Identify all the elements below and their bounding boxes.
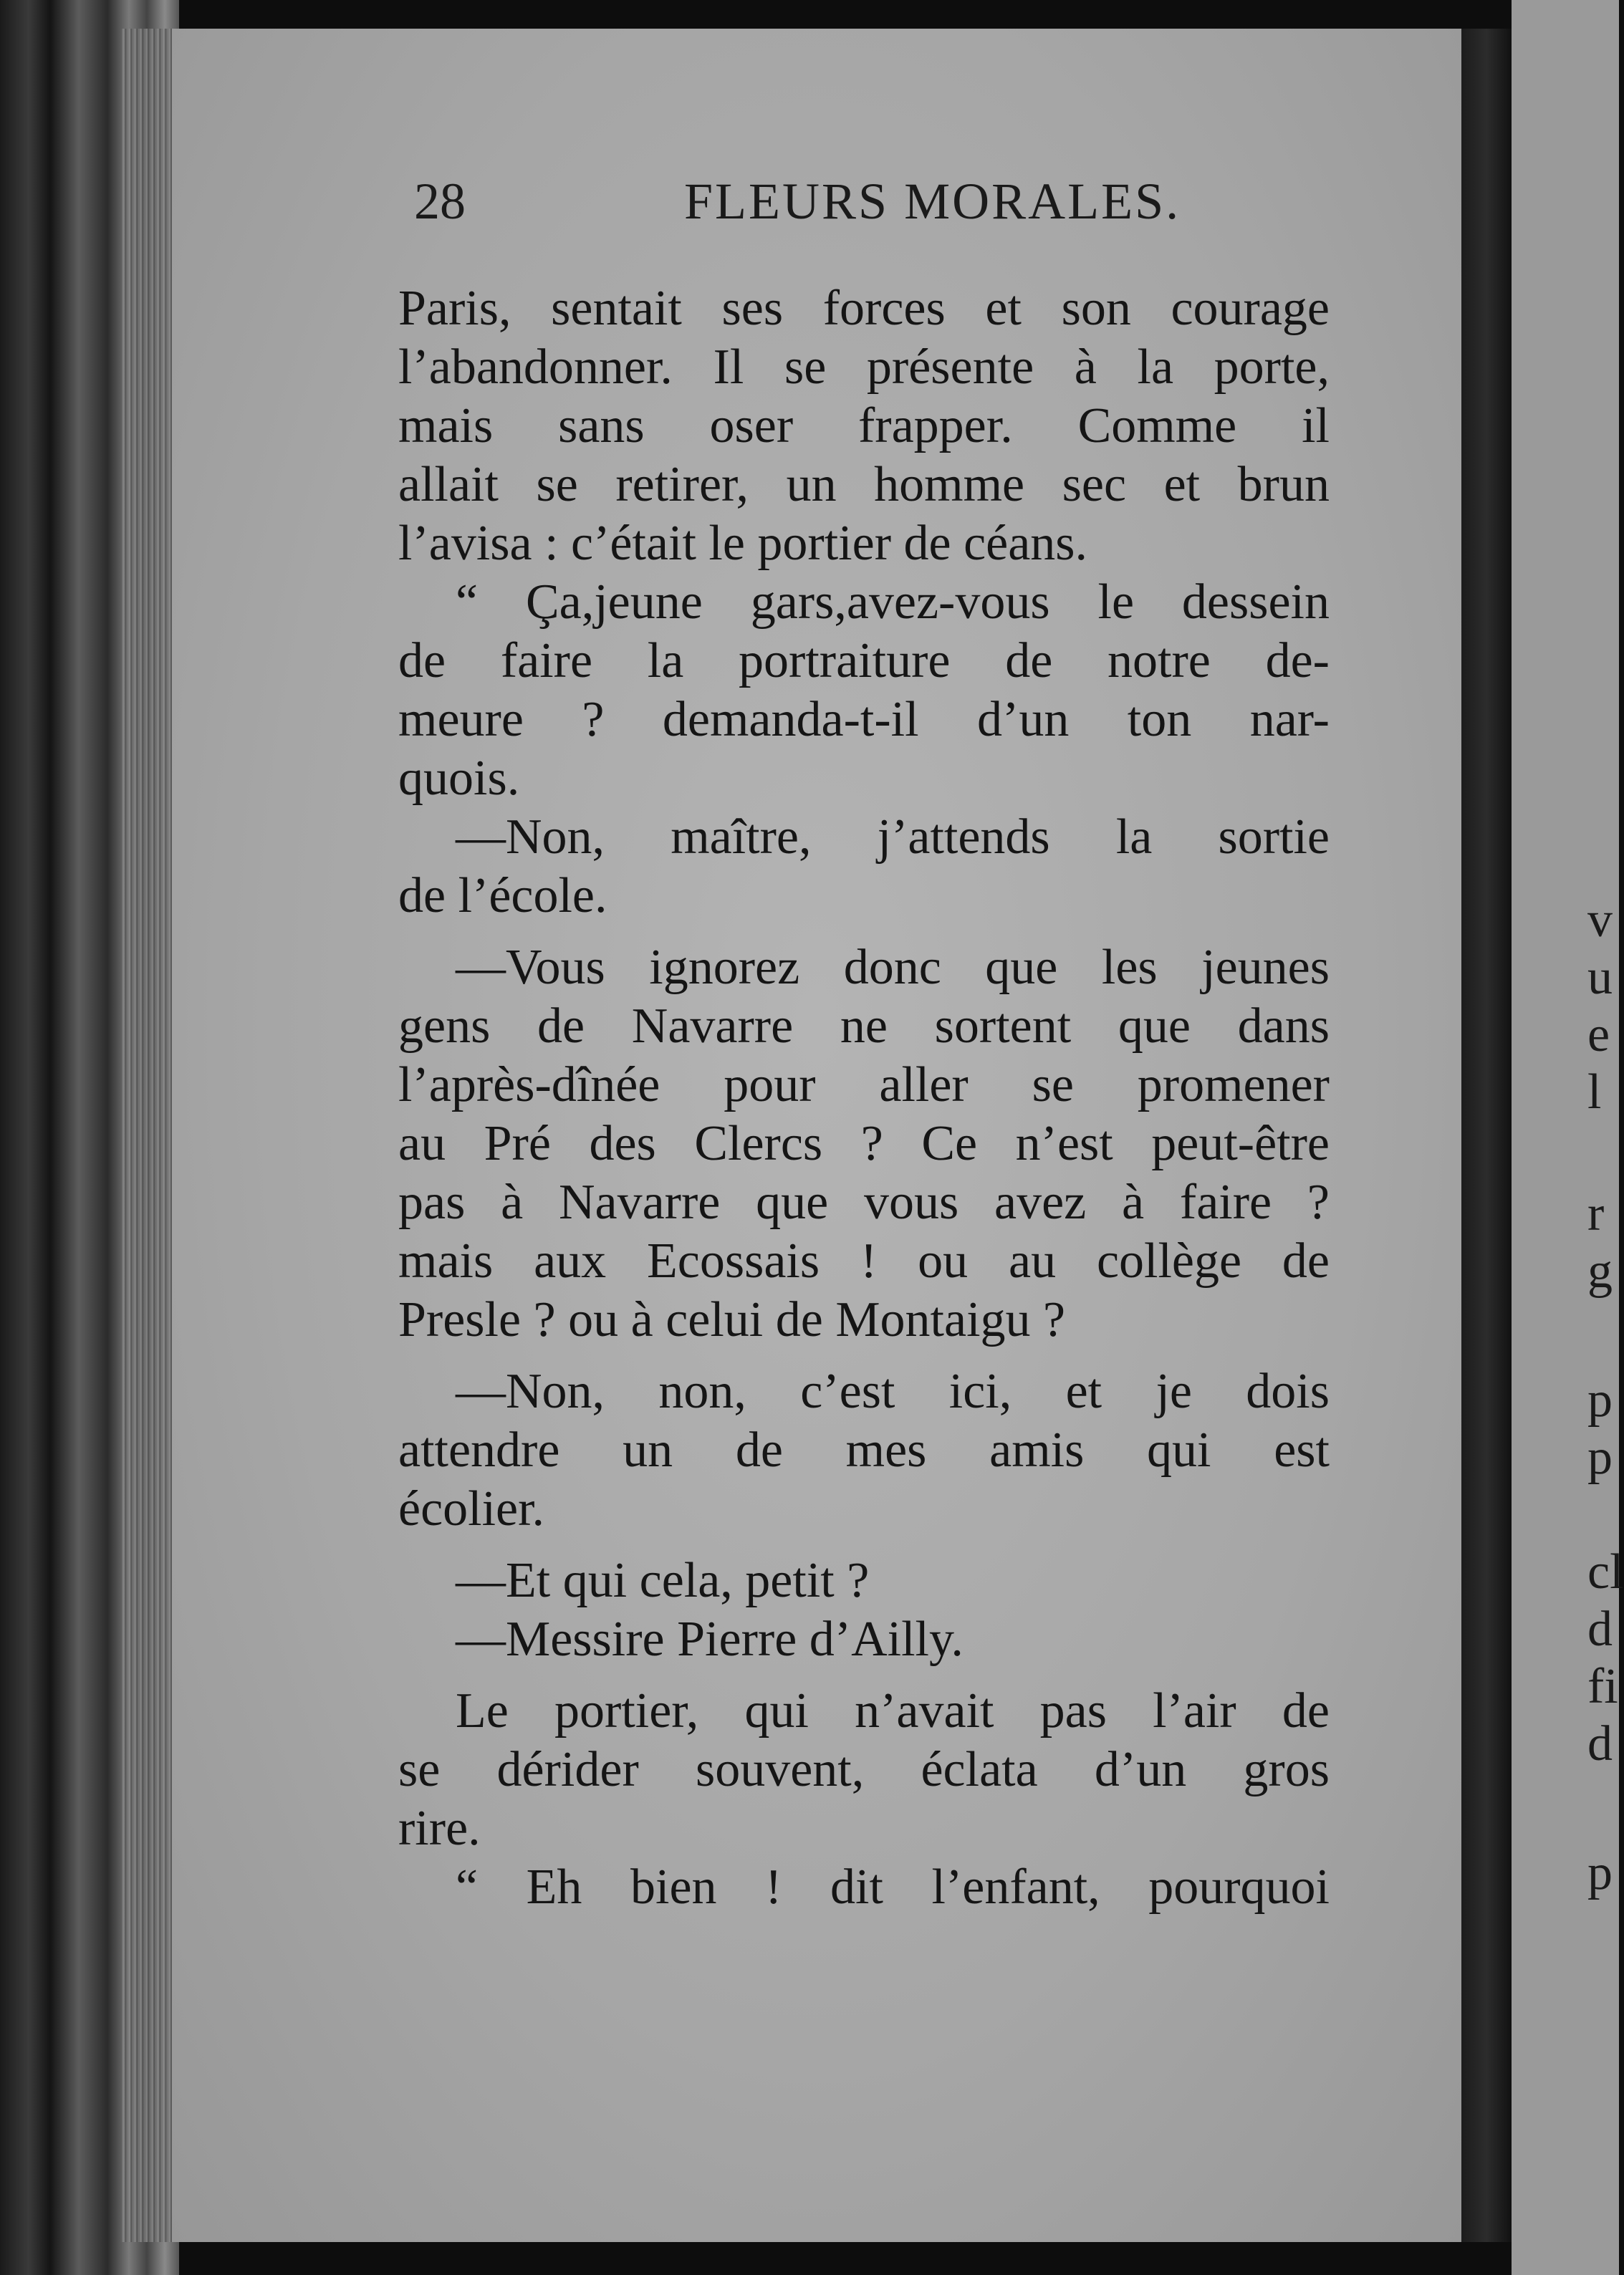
facing-fragment: g xyxy=(1587,1244,1613,1299)
text-line: l’abandonner. Il se présente à la porte, xyxy=(398,340,1330,395)
facing-fragment: e xyxy=(1587,1007,1610,1062)
facing-fragment: fi xyxy=(1587,1659,1618,1714)
facing-fragment: p xyxy=(1587,1430,1613,1485)
text-line: pas à Navarre que vous avez à faire ? xyxy=(398,1175,1330,1230)
text-line: —Messire Pierre d’Ailly. xyxy=(456,1612,964,1667)
facing-fragment: d xyxy=(1587,1716,1613,1771)
text-line: mais aux Ecossais ! ou au collège de xyxy=(398,1233,1330,1289)
text-line: rire. xyxy=(398,1801,481,1856)
text-line: écolier. xyxy=(398,1481,545,1536)
text-line: —Non, maître, j’attends la sortie xyxy=(456,809,1330,865)
text-line: Paris, sentait ses forces et son courage xyxy=(398,281,1330,336)
text-line: Presle ? ou à celui de Montaigu ? xyxy=(398,1292,1066,1347)
text-line: attendre un de mes amis qui est xyxy=(398,1423,1330,1478)
facing-fragment: d xyxy=(1587,1602,1613,1657)
text-line: meure ? demanda-t-il d’un ton nar- xyxy=(398,692,1330,747)
page-edges xyxy=(122,29,179,2242)
text-line: “ Ça,jeune gars,avez-vous le dessein xyxy=(456,574,1330,630)
text-line: quois. xyxy=(398,751,520,806)
text-line: l’après-dînée pour aller se promener xyxy=(398,1057,1330,1112)
page-number: 28 xyxy=(414,173,466,230)
text-line: Le portier, qui n’avait pas l’air de xyxy=(456,1683,1330,1738)
text-line: gens de Navarre ne sortent que dans xyxy=(398,999,1330,1054)
text-line: de faire la portraiture de notre de- xyxy=(398,633,1330,688)
text-line: —Non, non, c’est ici, et je dois xyxy=(456,1364,1330,1419)
text-line: de l’école. xyxy=(398,868,607,923)
text-line: se dérider souvent, éclata d’un gros xyxy=(398,1742,1330,1797)
facing-fragment: l xyxy=(1587,1064,1602,1120)
text-line: —Vous ignorez donc que les jeunes xyxy=(456,940,1330,995)
text-line: au Pré des Clercs ? Ce n’est peut-être xyxy=(398,1116,1330,1171)
facing-page-fragments xyxy=(1587,0,1624,2275)
text-line: —Et qui cela, petit ? xyxy=(456,1553,870,1608)
text-line: allait se retirer, un homme sec et brun xyxy=(398,457,1330,512)
book-gutter xyxy=(1461,29,1512,2242)
text-line: “ Eh bien ! dit l’enfant, pourquoi xyxy=(456,1860,1330,1915)
text-line: mais sans oser frapper. Comme il xyxy=(398,398,1330,453)
facing-fragment: u xyxy=(1587,950,1613,1005)
facing-fragment: p xyxy=(1587,1372,1613,1428)
facing-fragment: p xyxy=(1587,1845,1613,1900)
running-title: FLEURS MORALES. xyxy=(684,173,1181,230)
facing-fragment: v xyxy=(1587,893,1613,948)
facing-fragment: r xyxy=(1587,1186,1605,1241)
text-line: l’avisa : c’était le portier de céans. xyxy=(398,516,1088,571)
body-text xyxy=(398,279,1330,1917)
facing-fragment: cl xyxy=(1587,1544,1624,1600)
